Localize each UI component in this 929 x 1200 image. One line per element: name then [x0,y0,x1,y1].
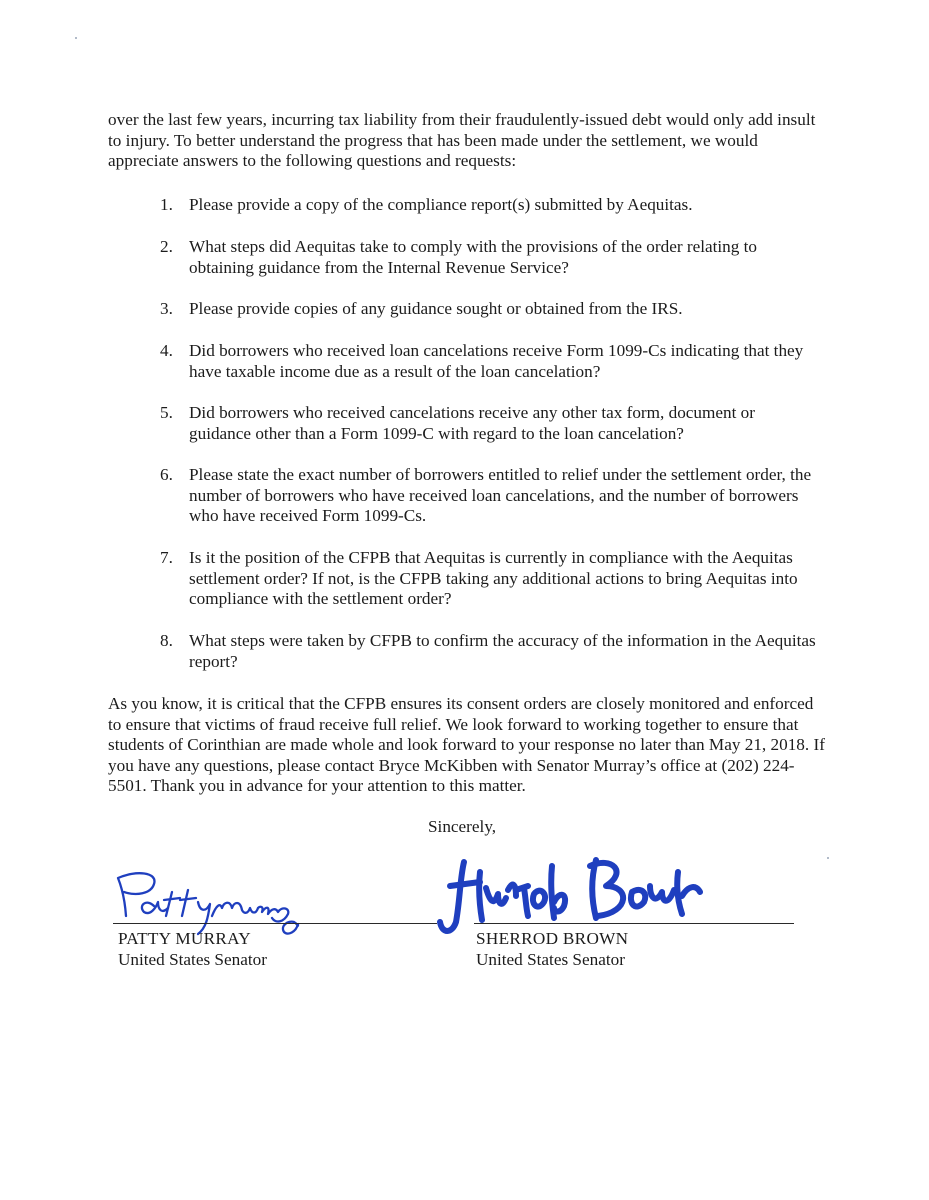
question-text: Is it the position of the CFPB that Aequitas is currently in compliance with the Aequitas settlement order? If not, is the CFPB taking any additional actions to bring Aequitas into compliance with the settlement order? [189,548,798,608]
question-text: Please provide copies of any guidance sought or obtained from the IRS. [189,299,683,318]
question-number: 3. [160,299,173,318]
closing-paragraph: As you know, it is critical that the CFPB ensures its consent orders are closely monitored and enforced to ensure that victims of fraud receive full relief. We look forward to working together to ensure that students of Corinthian are made whole and look forward to your response no later than May 21, 2018. If you have any questions, please contact Bryce McKibben with Senator Murray’s office at (202) 224-5501. Thank you in advance for your attention to this matter. [108,694,825,795]
question-number: 7. [160,548,173,567]
intro-paragraph: over the last few years, incurring tax liability from their fraudulently-issued debt would only add insult to injury. To better understand the progress that has been made under the settlement, we would appreciate answers to the following questions and requests: [108,110,816,170]
question-text: Did borrowers who received cancelations receive any other tax form, document or guidance other than a Form 1099-C with regard to the loan cancelation? [189,403,756,443]
signer-block [118,928,267,970]
question-number: 2. [160,237,173,256]
question-text: What steps did Aequitas take to comply with the provisions of the order relating to obtaining guidance from the Internal Revenue Service? [189,237,758,277]
question-number: 1. [160,195,173,214]
question-text: What steps were taken by CFPB to confirm the accuracy of the information in the Aequitas report? [189,631,816,671]
signer-block [476,928,628,970]
sign-off: Sincerely, [428,817,497,836]
question-text: Did borrowers who received loan cancelations receive Form 1099-Cs indicating that they have taxable income due as a result of the loan cancelation? [189,341,804,381]
question-number: 8. [160,631,173,650]
signer-name: SHERROD BROWN [476,929,629,948]
signature-line [113,923,437,924]
scan-speck [827,857,829,859]
signer-name: PATTY MURRAY [118,929,252,948]
question-text: Please state the exact number of borrowers entitled to relief under the settlement order, the number of borrowers who have received loan cancelations, and the number of borrowers who have received Form 1099-Cs. [189,465,812,525]
question-text: Please provide a copy of the compliance report(s) submitted by Aequitas. [189,195,693,214]
question-number: 4. [160,341,173,360]
question-number: 5. [160,403,173,422]
signature-line [474,923,794,924]
signer-title: United States Senator [118,950,267,969]
question-number: 6. [160,465,173,484]
scan-speck [75,37,77,39]
signer-title: United States Senator [476,950,625,969]
